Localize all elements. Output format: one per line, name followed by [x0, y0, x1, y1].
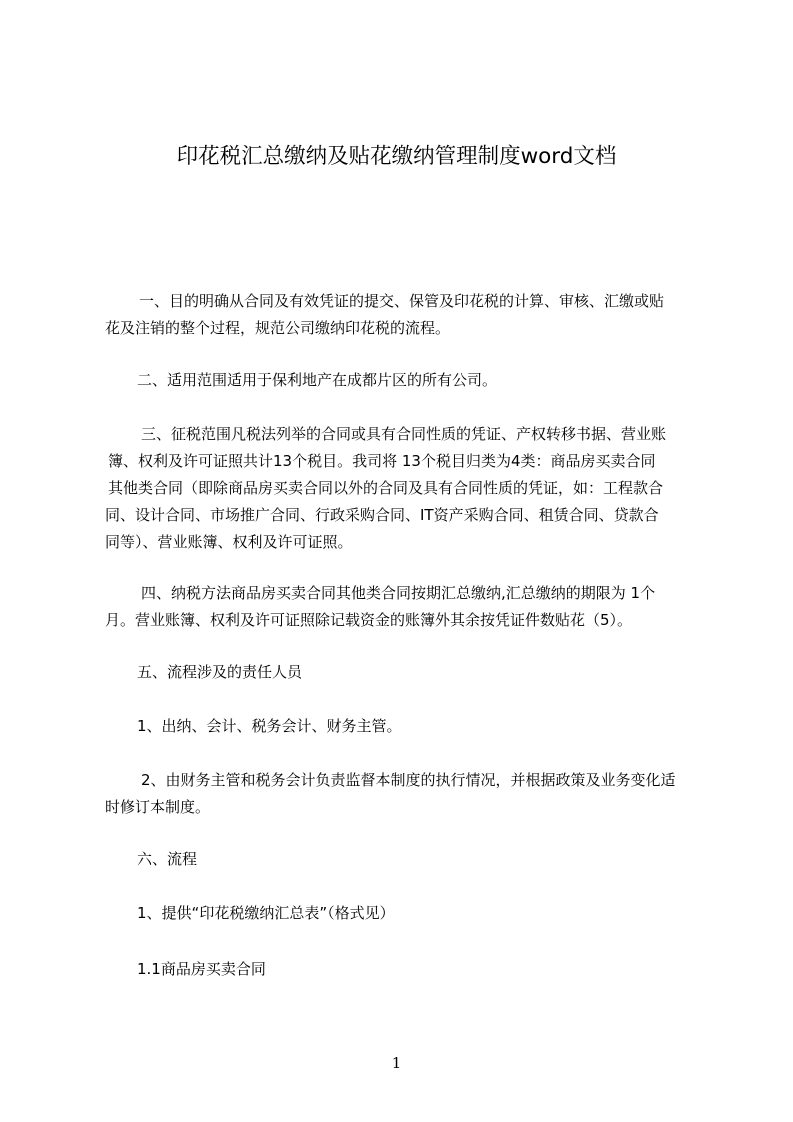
text-line: 一、目的明确从合同及有效凭证的提交、保管及印花税的计算、审核、汇缴或贴: [139, 292, 665, 310]
text-line: 花及注销的整个过程，规范公司缴纳印花税的流程。: [105, 319, 451, 337]
text-line: 1、出纳、会计、税务会计、财务主管。: [137, 717, 402, 735]
paragraph-responsible-2: [105, 767, 705, 821]
text-line: 1、提供“印花税缴纳汇总表”（格式见）: [137, 904, 395, 922]
text-line: 簿、权利及许可证照共计13个税目。我司将 13个税目归类为4类：商品房买卖合同: [108, 452, 656, 470]
paragraph-tax-range: [105, 421, 705, 556]
text-line: 其他类合同（即除商品房买卖合同以外的合同及具有合同性质的凭证，如：工程款合: [108, 479, 664, 497]
text-line: 同、设计合同、市场推广合同、行政采购合同、IT资产采购合同、租赁合同、贷款合: [105, 506, 659, 524]
paragraph-payment-method: [105, 580, 705, 634]
text-line: 五、流程涉及的责任人员: [137, 663, 303, 681]
text-line: 2、由财务主管和税务会计负责监督本制度的执行情况，并根据政策及业务变化适: [141, 771, 676, 789]
paragraph-process-heading: [105, 846, 705, 873]
text-line: 同等）、营业账簿、权利及许可证照。: [105, 533, 353, 551]
paragraph-scope: [105, 367, 705, 394]
paragraph-process-1: [105, 900, 705, 927]
paragraph-purpose: [105, 288, 705, 342]
paragraph-process-1-1: [105, 956, 705, 983]
paragraph-responsible-1: [105, 713, 705, 740]
text-line: 1.1商品房买卖合同: [137, 960, 266, 978]
text-line: 三、征税范围凡税法列举的合同或具有合同性质的凭证、产权转移书据、营业账: [141, 425, 667, 443]
text-line: 六、流程: [137, 850, 198, 868]
text-line: 月。营业账簿、权利及许可证照除记载资金的账簿外其余按凭证件数贴花（5）。: [105, 611, 633, 629]
page-number: 1: [391, 1054, 402, 1072]
document-title: 印花税汇总缴纳及贴花缴纳管理制度word文档: [176, 144, 617, 169]
text-line: 时修订本制度。: [105, 798, 211, 816]
paragraph-responsible-heading: [105, 659, 705, 686]
text-line: 二、适用范围适用于保利地产在成都片区的所有公司。: [137, 371, 498, 389]
text-line: 四、纳税方法商品房买卖合同其他类合同按期汇总缴纳,汇总缴纳的期限为 1个: [141, 584, 656, 602]
